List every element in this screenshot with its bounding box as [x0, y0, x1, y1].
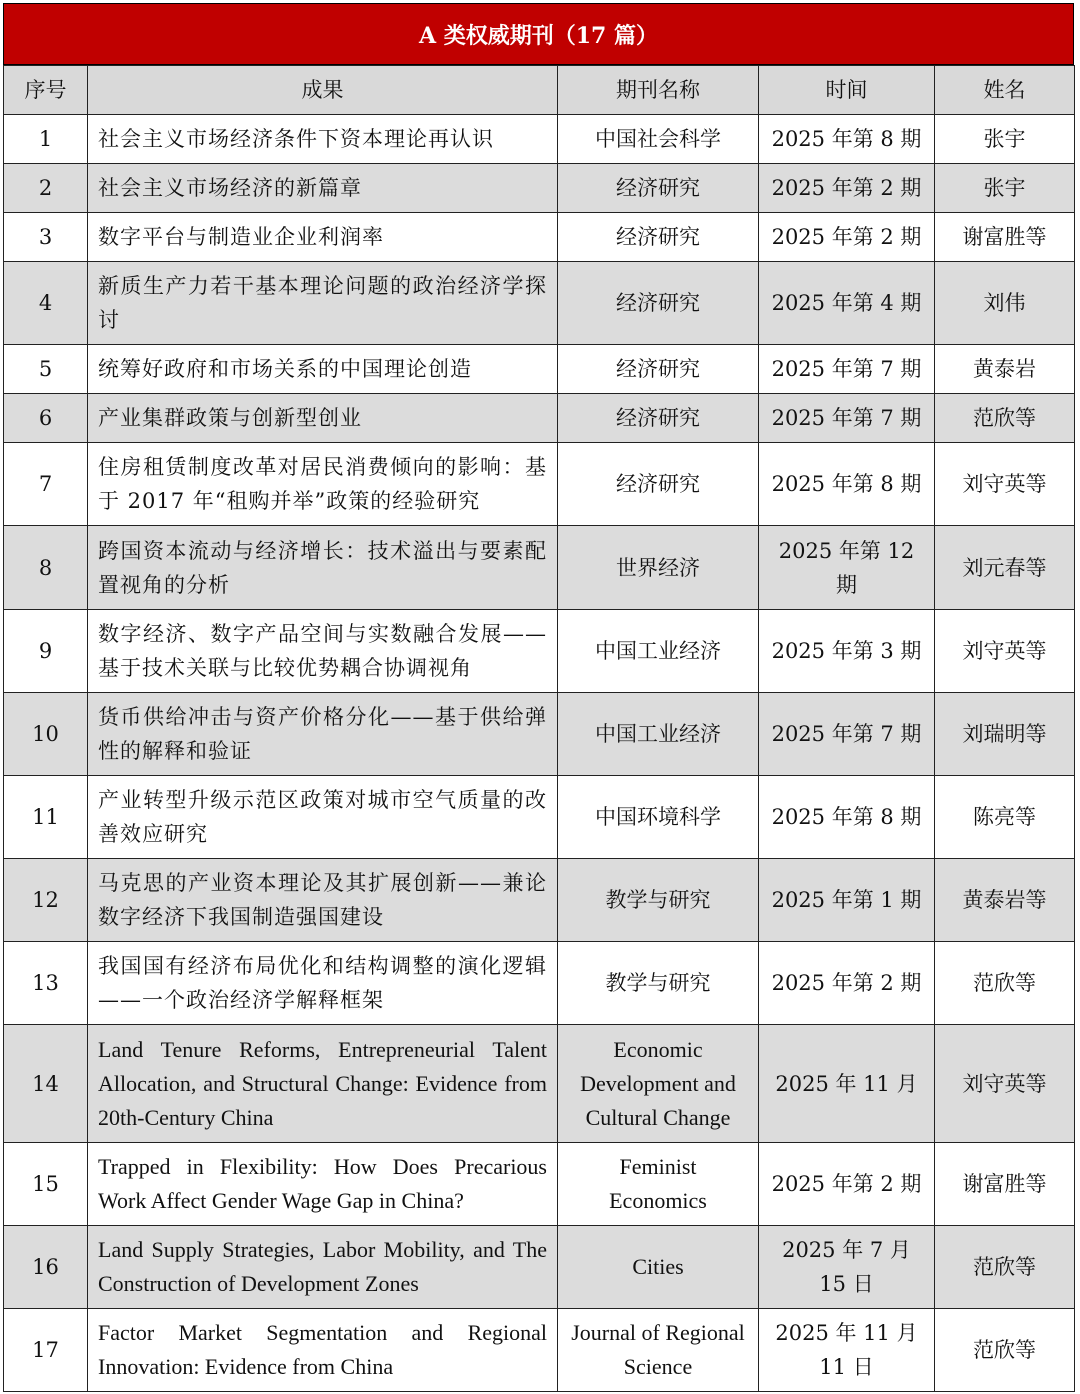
row-journal: 世界经济 [558, 526, 759, 610]
header-journal: 期刊名称 [558, 66, 759, 115]
row-author: 谢富胜等 [935, 1143, 1075, 1226]
row-number: 10 [4, 693, 88, 776]
row-time: 2025 年第 2 期 [759, 942, 935, 1025]
row-result: Land Tenure Reforms, Entrepreneurial Talent Allocation, and Structural Change: Evidence from 20th-Century China [88, 1025, 558, 1143]
row-result: 产业集群政策与创新型创业 [88, 394, 558, 443]
row-number: 1 [4, 115, 88, 164]
row-number: 16 [4, 1226, 88, 1309]
row-time: 2025 年第 1 期 [759, 859, 935, 942]
table-title: A 类权威期刊（17 篇） [3, 3, 1074, 65]
publications-table [3, 65, 1075, 1392]
row-author: 刘守英等 [935, 610, 1075, 693]
table-row [4, 942, 1075, 1025]
header-no: 序号 [4, 66, 88, 115]
row-journal: Feminist Economics [558, 1143, 759, 1226]
row-journal: 中国工业经济 [558, 610, 759, 693]
row-journal: 教学与研究 [558, 859, 759, 942]
table-row [4, 115, 1075, 164]
row-time: 2025 年第 3 期 [759, 610, 935, 693]
row-number: 11 [4, 776, 88, 859]
row-time: 2025 年第 7 期 [759, 394, 935, 443]
row-number: 4 [4, 262, 88, 345]
row-number: 2 [4, 164, 88, 213]
row-result: 新质生产力若干基本理论问题的政治经济学探讨 [88, 262, 558, 345]
row-time: 2025 年第 2 期 [759, 1143, 935, 1226]
row-result: 社会主义市场经济条件下资本理论再认识 [88, 115, 558, 164]
row-result: 产业转型升级示范区政策对城市空气质量的改善效应研究 [88, 776, 558, 859]
row-number: 13 [4, 942, 88, 1025]
row-journal: 经济研究 [558, 443, 759, 526]
table-row [4, 1309, 1075, 1392]
table-row [4, 1025, 1075, 1143]
table-row [4, 693, 1075, 776]
row-author: 刘守英等 [935, 1025, 1075, 1143]
row-result: 住房租赁制度改革对居民消费倾向的影响：基于 2017 年“租购并举”政策的经验研究 [88, 443, 558, 526]
row-author: 范欣等 [935, 942, 1075, 1025]
row-result: 统筹好政府和市场关系的中国理论创造 [88, 345, 558, 394]
header-time: 时间 [759, 66, 935, 115]
row-number: 9 [4, 610, 88, 693]
row-author: 张宇 [935, 164, 1075, 213]
table-row [4, 1143, 1075, 1226]
row-result: Trapped in Flexibility: How Does Precarious Work Affect Gender Wage Gap in China? [88, 1143, 558, 1226]
row-author: 黄泰岩等 [935, 859, 1075, 942]
row-author: 陈亮等 [935, 776, 1075, 859]
header-author: 姓名 [935, 66, 1075, 115]
row-time: 2025 年第 8 期 [759, 443, 935, 526]
header-row [4, 66, 1075, 115]
row-journal: 经济研究 [558, 164, 759, 213]
table-row [4, 443, 1075, 526]
row-number: 5 [4, 345, 88, 394]
table-row [4, 859, 1075, 942]
row-result: 社会主义市场经济的新篇章 [88, 164, 558, 213]
row-time: 2025 年 11 月 11 日 [759, 1309, 935, 1392]
row-result: Factor Market Segmentation and Regional Innovation: Evidence from China [88, 1309, 558, 1392]
row-number: 8 [4, 526, 88, 610]
row-journal: 经济研究 [558, 262, 759, 345]
row-journal: Journal of Regional Science [558, 1309, 759, 1392]
table-row [4, 1226, 1075, 1309]
row-number: 14 [4, 1025, 88, 1143]
row-author: 刘瑞明等 [935, 693, 1075, 776]
row-result: 我国国有经济布局优化和结构调整的演化逻辑——一个政治经济学解释框架 [88, 942, 558, 1025]
journal-list [3, 3, 1074, 1392]
table-row [4, 610, 1075, 693]
row-time: 2025 年第 2 期 [759, 164, 935, 213]
row-journal: 中国工业经济 [558, 693, 759, 776]
row-number: 15 [4, 1143, 88, 1226]
row-number: 6 [4, 394, 88, 443]
row-time: 2025 年第 7 期 [759, 345, 935, 394]
row-number: 12 [4, 859, 88, 942]
row-journal: 中国环境科学 [558, 776, 759, 859]
row-author: 刘守英等 [935, 443, 1075, 526]
row-result: Land Supply Strategies, Labor Mobility, and The Construction of Development Zones [88, 1226, 558, 1309]
table-row [4, 345, 1075, 394]
row-result: 数字经济、数字产品空间与实数融合发展——基于技术关联与比较优势耦合协调视角 [88, 610, 558, 693]
row-journal: 中国社会科学 [558, 115, 759, 164]
row-journal: 经济研究 [558, 213, 759, 262]
row-journal: Economic Development and Cultural Change [558, 1025, 759, 1143]
header-result: 成果 [88, 66, 558, 115]
row-time: 2025 年第 2 期 [759, 213, 935, 262]
row-author: 范欣等 [935, 394, 1075, 443]
row-time: 2025 年第 8 期 [759, 115, 935, 164]
row-time: 2025 年 11 月 [759, 1025, 935, 1143]
row-time: 2025 年第 8 期 [759, 776, 935, 859]
row-author: 谢富胜等 [935, 213, 1075, 262]
row-number: 3 [4, 213, 88, 262]
row-number: 7 [4, 443, 88, 526]
row-author: 范欣等 [935, 1309, 1075, 1392]
row-journal: 经济研究 [558, 394, 759, 443]
row-journal: Cities [558, 1226, 759, 1309]
row-journal: 经济研究 [558, 345, 759, 394]
row-time: 2025 年第 7 期 [759, 693, 935, 776]
row-result: 跨国资本流动与经济增长：技术溢出与要素配置视角的分析 [88, 526, 558, 610]
row-author: 刘元春等 [935, 526, 1075, 610]
row-time: 2025 年第 12 期 [759, 526, 935, 610]
table-row [4, 526, 1075, 610]
row-time: 2025 年 7 月 15 日 [759, 1226, 935, 1309]
row-result: 数字平台与制造业企业利润率 [88, 213, 558, 262]
table-row [4, 262, 1075, 345]
row-author: 黄泰岩 [935, 345, 1075, 394]
table-row [4, 164, 1075, 213]
table-row [4, 776, 1075, 859]
table-row [4, 394, 1075, 443]
row-time: 2025 年第 4 期 [759, 262, 935, 345]
row-result: 马克思的产业资本理论及其扩展创新——兼论数字经济下我国制造强国建设 [88, 859, 558, 942]
row-result: 货币供给冲击与资产价格分化——基于供给弹性的解释和验证 [88, 693, 558, 776]
table-row [4, 213, 1075, 262]
row-number: 17 [4, 1309, 88, 1392]
row-author: 刘伟 [935, 262, 1075, 345]
row-journal: 教学与研究 [558, 942, 759, 1025]
row-author: 范欣等 [935, 1226, 1075, 1309]
row-author: 张宇 [935, 115, 1075, 164]
